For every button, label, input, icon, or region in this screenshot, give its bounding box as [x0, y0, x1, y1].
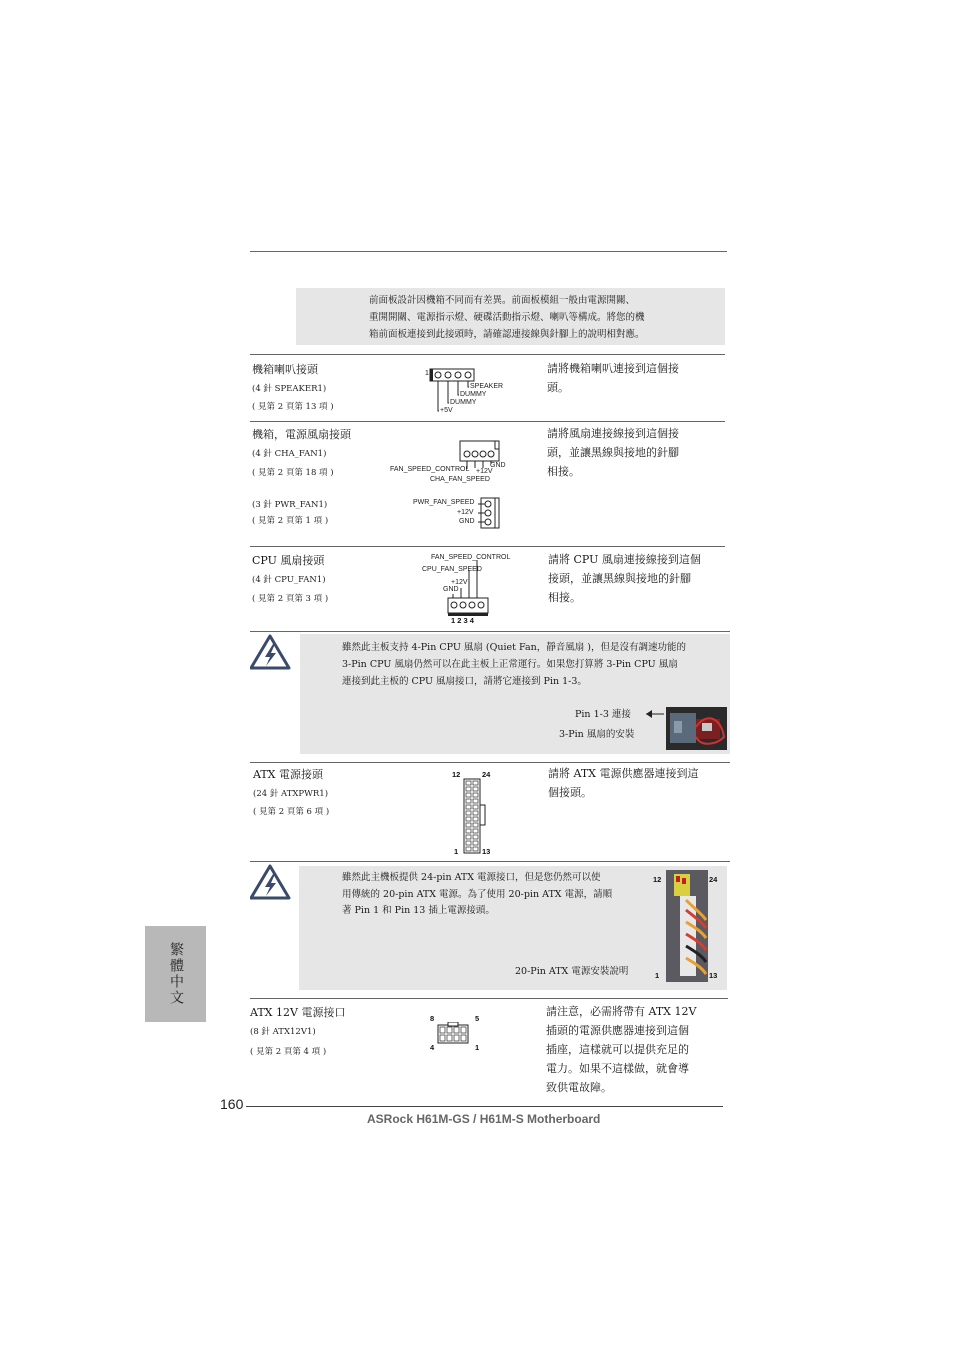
atx-pin-24: 24 [482, 770, 491, 779]
cpu-note-caption-2: 3-Pin 風扇的安裝 [559, 729, 635, 740]
pwr-speed-label: PWR_FAN_SPEED [413, 499, 475, 506]
page-number: 160 [220, 1096, 244, 1112]
section-rule [250, 354, 725, 355]
cha-ctrl-label: FAN_SPEED_CONTROL [390, 466, 470, 473]
cpu-note-line-2: 3-Pin CPU 風扇仍然可以在此主板上正常運行。如果您打算將 3-Pin CPU 風扇 [342, 659, 678, 670]
cpu-note-line-1: 雖然此主板支持 4-Pin CPU 風扇 (Quiet Fan，靜音風扇 )，但是沒有調速功能的 [342, 642, 686, 653]
speaker-title: 機箱喇叭接頭 [252, 363, 318, 376]
cpu-fan-desc-1: 請將 CPU 風扇連接線接到這個 [548, 553, 701, 566]
caution-icon [250, 633, 292, 671]
cpu-fan-pins: (4 針 CPU_FAN1) [252, 575, 326, 585]
atx-photo-pin-13: 13 [709, 971, 718, 980]
atx-pin-1: 1 [454, 847, 459, 856]
dummy-label-1: DUMMY [460, 391, 487, 398]
cpu-ctrl-label: FAN_SPEED_CONTROL [431, 554, 511, 561]
cha-gnd-label: GND [490, 462, 506, 469]
chassis-fan-desc-2: 頭，並讓黑線與接地的針腳 [547, 446, 679, 459]
atx12v-desc-2: 插頭的電源供應器連接到這個 [546, 1024, 689, 1037]
cpu-note-caption-1: Pin 1-3 連接 [575, 709, 631, 720]
section-rule [250, 421, 725, 422]
cpu-fan-title: CPU 風扇接頭 [252, 554, 325, 567]
atx12v-pin-4: 4 [430, 1043, 435, 1052]
chassis-fan-desc-1: 請將風扇連接線接到這個接 [547, 427, 679, 440]
atx-pin-13: 13 [482, 847, 491, 856]
arrow-left-icon [644, 709, 666, 719]
intro-line-1: 前面板設計因機箱不同而有差異。前面板模組一般由電源開關、 [369, 295, 636, 306]
atx-desc-1: 請將 ATX 電源供應器連接到這 [548, 767, 699, 780]
cpu-fan-install-photo [666, 707, 727, 750]
cha-12v-label: +12V [476, 468, 493, 475]
chassis-fan-desc-3: 相接。 [547, 465, 580, 478]
cpu-fan-desc-3: 相接。 [548, 591, 581, 604]
section-rule [250, 631, 730, 632]
atx12v-desc-5: 致供電故障。 [546, 1081, 612, 1094]
section-rule [250, 861, 730, 862]
section-rule [250, 546, 725, 547]
speaker-pins: (4 針 SPEAKER1) [252, 384, 327, 394]
language-side-tab-label: 繁體中文 [168, 942, 184, 1006]
top-rule [250, 251, 727, 252]
cpu-speed-label: CPU_FAN_SPEED [422, 566, 482, 573]
footer-model-name: ASRock H61M-GS / H61M-S Motherboard [367, 1112, 601, 1126]
atx12v-pin-5: 5 [475, 1014, 480, 1023]
footer-rule [246, 1106, 723, 1107]
cpu-12v-label: +12V [451, 579, 468, 586]
v5-label: +5V [440, 407, 453, 414]
atx12v-desc-4: 電力。如果不這樣做，就會導 [546, 1062, 689, 1075]
intro-line-2: 重開開關、電源指示燈、硬碟活動指示燈、喇叭等構成。將您的機 [369, 312, 645, 323]
caution-icon [250, 863, 292, 901]
atx12v-desc-3: 插座，這樣就可以提供充足的 [546, 1043, 689, 1056]
cha-speed-label: CHA_FAN_SPEED [430, 476, 490, 483]
atx12v-pins: (8 針 ATX12V1) [250, 1027, 316, 1037]
atx-pin-12: 12 [452, 770, 461, 779]
pwr-fan-ref: ( 見第 2 頁第 1 項 ) [252, 516, 329, 526]
atx-pins: (24 針 ATXPWR1) [253, 789, 329, 799]
atx-photo-pin-24: 24 [709, 875, 718, 884]
cpu-fan-desc-2: 接頭，並讓黑線與接地的針腳 [548, 572, 691, 585]
atx-title: ATX 電源接頭 [253, 768, 324, 781]
pwr-fan-pins: (3 針 PWR_FAN1) [252, 500, 328, 510]
pwr-12v-label: +12V [457, 509, 474, 516]
pwr-fan-connector-diagram [476, 496, 504, 530]
atx12v-title: ATX 12V 電源接口 [250, 1006, 346, 1019]
atx-24pin-connector-diagram [462, 777, 491, 856]
atx-20pin-install-photo [666, 870, 708, 982]
atx-photo-pin-12: 12 [653, 875, 662, 884]
speaker-ref: ( 見第 2 頁第 13 項 ) [252, 402, 334, 412]
atx12v-ref: ( 見第 2 頁第 4 項 ) [250, 1047, 327, 1057]
cpu-fan-connector-diagram [445, 560, 495, 616]
atx12v-pin-8: 8 [430, 1014, 435, 1023]
atx-ref: ( 見第 2 頁第 6 項 ) [253, 807, 330, 817]
atx-note-line-3: 著 Pin 1 和 Pin 13 插上電源接頭。 [342, 905, 495, 916]
cpu-gnd-label: GND [443, 586, 459, 593]
speaker-pin1-label: 1 [425, 370, 429, 377]
atx-photo-pin-1: 1 [655, 971, 660, 980]
section-rule [250, 762, 730, 763]
chassis-fan-ref: ( 見第 2 頁第 18 項 ) [252, 468, 334, 478]
atx-desc-2: 個接頭。 [548, 786, 592, 799]
atx12v-desc-1: 請注意，必需將帶有 ATX 12V [546, 1005, 697, 1018]
cpu-note-line-3: 連接到此主板的 CPU 風扇接口，請將它連接到 Pin 1-3。 [342, 676, 587, 687]
section-rule [250, 998, 728, 999]
chassis-fan-pins: (4 針 CHA_FAN1) [252, 449, 327, 459]
atx-note-line-2: 用傳統的 20-pin ATX 電源。為了使用 20-pin ATX 電源，請順 [342, 889, 613, 900]
cpu-pin-numbers: 1 2 3 4 [451, 616, 474, 625]
atx12v-pin-1: 1 [475, 1043, 480, 1052]
speaker-desc-2: 頭。 [547, 381, 569, 394]
atx-note-line-1: 雖然此主機板提供 24-pin ATX 電源接口，但是您仍然可以使 [342, 872, 601, 883]
dummy-label-2: DUMMY [450, 399, 477, 406]
speaker-desc-1: 請將機箱喇叭連接到這個接 [547, 362, 679, 375]
atx-note-caption: 20-Pin ATX 電源安裝說明 [515, 966, 629, 977]
chassis-fan-title: 機箱，電源風扇接頭 [252, 428, 351, 441]
pwr-gnd-label: GND [459, 518, 475, 525]
atx12v-8pin-connector-diagram [436, 1022, 472, 1046]
language-side-tab [145, 926, 206, 1022]
intro-line-3: 箱前面板連接到此接頭時，請確認連接線與針腳上的說明相對應。 [369, 329, 645, 340]
speaker-label: SPEAKER [470, 383, 504, 390]
cpu-fan-ref: ( 見第 2 頁第 3 項 ) [252, 594, 329, 604]
